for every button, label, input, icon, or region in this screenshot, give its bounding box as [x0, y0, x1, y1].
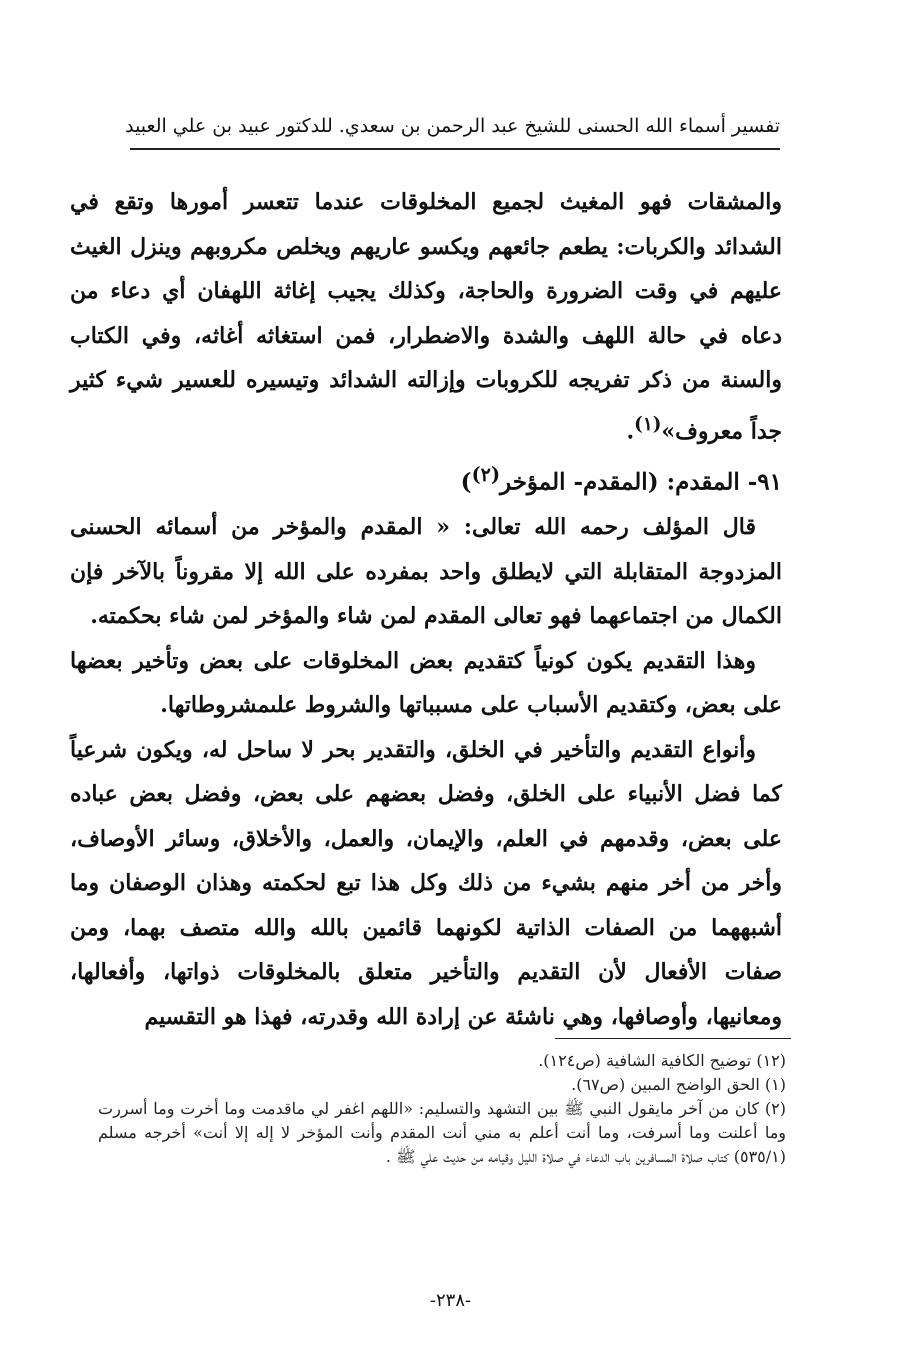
paragraph-quote: قال المؤلف رحمه الله تعالى: « المقدم والمؤخر من أسمائه الحسنى المزدوجة المتقابلة التي لايطلق واحد بمفرده على الله إلا مقروناً بالآخر فإن الكمال من اجتماعهما فهو تعالى المقدم لمن شاء والمؤخر لمن شاء بحكمته. [70, 514, 782, 630]
footnote-separator [555, 1038, 791, 1039]
section-heading [70, 453, 782, 505]
footnote-2: (٢) كان من آخر مايقول النبي ﷺ بين التشهد والتسليم: «اللهم اغفر لي ماقدمت وما أخرت وما أسررت وما أعلنت وما أسرفت، وما أنت أعلم به مني أنت المقدم وأنت المؤخر لا إله إلا أنت» أخرجه مسلم (٥٣٥/١) كتاب صلاة المسافرين باب الدعاء في صلاة الليل وقيامه من حديث علي ﷺ . [98, 1099, 786, 1166]
paragraph-end: . [626, 417, 635, 444]
running-header [125, 108, 780, 150]
heading-text: ٩١- المقدم: (المقدم- المؤخر [500, 468, 782, 496]
footnote-ref: (١) [634, 413, 662, 435]
heading-end: ) [460, 468, 472, 496]
page-number: -٢٣٨- [429, 1290, 472, 1311]
footnote-ref: (٢) [471, 463, 501, 487]
footnote-1: (١) الحق الواضح المبين (ص٦٧). [571, 1075, 786, 1094]
paragraph-text: والمشقات فهو المغيث لجميع المخلوقات عندما تتعسر أمورها وتقع في الشدائد والكربات: يطعم جائعهم ويكسو عاريهم ويخلص مكروبهم وينزل الغيث عليهم في وقت الضرورة والحاجة، وكذلك يجيب إغاثة اللهفان أي دعاء من دعاه في حالة اللهف والشدة والاضطرار، فمن استغاثه أغاثه، وفي الكتاب والسنة من ذكر تفريجه للكروبات وإزالته الشدائد وتيسيره للعسير شيء كثير جداً معروف» [70, 189, 782, 444]
footnote-12: (١٢) توضيح الكافية الشافية (ص١٢٤). [538, 1051, 786, 1070]
running-title: تفسير أسماء الله الحسنى للشيخ عبد الرحمن بن سعدي. للدكتور عبيد بن علي العبيد [125, 115, 780, 137]
main-text [70, 180, 782, 1039]
paragraph-continuation [70, 180, 782, 453]
paragraph-types: وأنواع التقديم والتأخير في الخلق، والتقدير بحر لا ساحل له، ويكون شرعياً كما فضل الأنبياء على الخلق، وفضل بعضهم على بعض، وفضل بعض عباده على بعض، وقدمهم في العلم، والإيمان، والعمل، والأخلاق، وسائر الأوصاف، وأخر من أخر منهم بشيء من ذلك وكل هذا تبع لحكمته وهذان الوصفان وما أشبههما من الصفات الذاتية لكونهما قائمين بالله والله متصف بهما، ومن صفات الأفعال لأن التقديم والتأخير متعلق بالمخلوقات ذواتها، وأفعالها، ومعانيها، وأوصافها، وهي ناشئة عن إرادة الله وقدرته، فهذا هو التقسيم [70, 736, 782, 1030]
footnotes [98, 1049, 786, 1169]
paragraph-taqdim: وهذا التقديم يكون كونياً كتقديم بعض المخلوقات على بعض وتأخير بعضها على بعض، وكتقديم الأسباب على مسبباتها والشروط علىمشروطاتها. [70, 647, 782, 719]
